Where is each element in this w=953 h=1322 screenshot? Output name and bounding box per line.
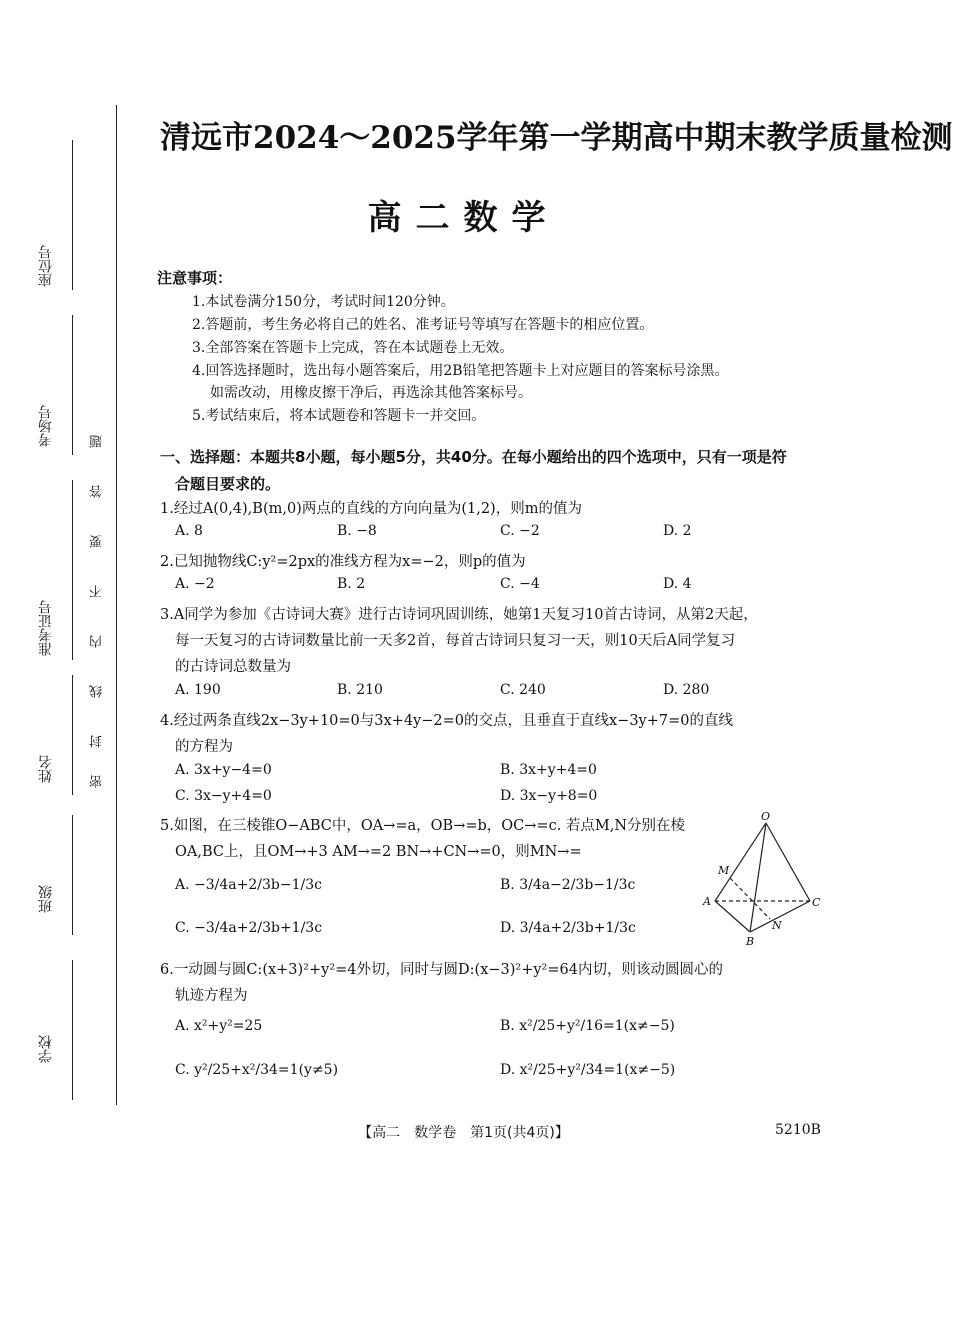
seal-line-text <box>88 435 112 795</box>
question-6-option-c: C. y²/25+x²/34=1(y≠5) <box>175 1062 339 1078</box>
admission-number-field <box>72 480 73 660</box>
question-1-option-b: B. −8 <box>337 523 377 539</box>
question-1-option-d: D. 2 <box>663 523 692 539</box>
edge-ab <box>715 901 750 932</box>
figure-label-b: B <box>746 935 755 948</box>
page-footer: 【高二 数学卷 第1页(共4页)】 <box>358 1125 569 1141</box>
exam-room-label: 考场号 <box>38 405 54 447</box>
question-5-option-d: D. 3/4a+2/3b+1/3c <box>500 920 636 936</box>
figure-label-m: M <box>718 864 730 877</box>
figure-label-o: O <box>761 810 771 823</box>
note-item: 如需改动，用橡皮擦干净后，再选涂其他答案标号。 <box>210 385 532 401</box>
question-4-option-c: C. 3x−y+4=0 <box>175 788 272 804</box>
question-2-option-c: C. −4 <box>500 576 540 592</box>
question-3-option-c: C. 240 <box>500 682 546 698</box>
note-item: 3.全部答案在答题卡上完成，答在本试题卷上无效。 <box>192 340 514 356</box>
question-4-line: 的方程为 <box>175 739 233 755</box>
section-heading-line: 合题目要求的。 <box>175 475 281 493</box>
question-3-line: 每一天复习的古诗词数量比前一天多2首，每首古诗词只复习一天，则10天后A同学复习 <box>175 633 736 649</box>
question-3-option-d: D. 280 <box>663 682 710 698</box>
exam-title: 清远市2024～2025学年第一学期高中期末教学质量检测 <box>160 120 953 156</box>
question-1-option-a: A. 8 <box>175 523 203 539</box>
question-3-option-b: B. 210 <box>337 682 383 698</box>
note-item: 2.答题前，考生务必将自己的姓名、准考证号等填写在答题卡的相应位置。 <box>192 317 654 333</box>
segment-mn <box>730 878 770 919</box>
question-4-option-a: A. 3x+y−4=0 <box>175 762 272 778</box>
question-4-line: 4.经过两条直线2x−3y+10=0与3x+4y−2=0的交点，且垂直于直线x−3y+7=0的直线 <box>160 713 733 729</box>
question-5-line: OA,BC上，且OM→+3 AM→=2 BN→+CN→=0，则MN→= <box>175 844 582 860</box>
question-5-line: 5.如图，在三棱锥O−ABC中，OA→=a，OB→=b，OC→=c. 若点M,N分别在棱 <box>160 818 686 834</box>
seal-char: 不 <box>90 585 105 598</box>
name-field <box>72 675 73 795</box>
class-label: 班级 <box>38 885 54 913</box>
figure-label-a: A <box>703 895 711 908</box>
subject-title: 高二数学 <box>367 198 560 238</box>
note-item: 4.回答选择题时，选出每小题答案后，用2B铅笔把答题卡上对应题目的答案标号涂黑。 <box>192 363 729 379</box>
note-item: 5.考试结束后，将本试题卷和答题卡一并交回。 <box>192 408 486 424</box>
question-2-option-b: B. 2 <box>337 576 366 592</box>
figure-label-c: C <box>812 896 821 909</box>
question-6-line: 6.一动圆与圆C:(x+3)²+y²=4外切，同时与圆D:(x−3)²+y²=64内切，则该动圆圆心的 <box>160 962 723 978</box>
question-3-option-a: A. 190 <box>175 682 221 698</box>
section-heading-line: 一、选择题：本题共8小题，每小题5分，共40分。在每小题给出的四个选项中，只有一项是符 <box>160 448 787 466</box>
seal-char: 要 <box>90 535 105 548</box>
seal-char: 答 <box>90 485 105 498</box>
question-2-option-a: A. −2 <box>175 576 215 592</box>
question-6-line: 轨迹方程为 <box>175 988 248 1004</box>
seal-char: 密 <box>90 775 105 788</box>
school-label: 学校 <box>38 1035 54 1063</box>
figure-label-n: N <box>772 919 782 932</box>
paper-code: 5210B <box>775 1122 821 1138</box>
admission-number-label: 准考证号 <box>38 600 54 656</box>
question-3-line: 的古诗词总数量为 <box>175 659 291 675</box>
question-1-option-c: C. −2 <box>500 523 540 539</box>
tetrahedron-figure <box>700 808 830 948</box>
question-5-option-a: A. −3/4a+2/3b−1/3c <box>175 877 322 893</box>
note-item: 1.本试卷满分150分，考试时间120分钟。 <box>192 294 455 310</box>
binding-line <box>116 105 117 1105</box>
notes-heading: 注意事项： <box>157 269 233 287</box>
seal-char: 题 <box>90 435 105 448</box>
question-2-stem: 2.已知抛物线C:y²=2px的准线方程为x=−2，则p的值为 <box>160 554 526 570</box>
question-6-option-a: A. x²+y²=25 <box>175 1018 263 1034</box>
exam-room-field <box>72 315 73 455</box>
school-field <box>72 960 73 1100</box>
question-3-line: 3.A同学为参加《古诗词大赛》进行古诗词巩固训练，她第1天复习10首古诗词，从第2天起， <box>160 607 758 623</box>
question-5-option-b: B. 3/4a−2/3b−1/3c <box>500 877 636 893</box>
seal-char: 封 <box>90 735 105 748</box>
question-2-option-d: D. 4 <box>663 576 692 592</box>
question-6-option-b: B. x²/25+y²/16=1(x≠−5) <box>500 1018 675 1034</box>
seal-char: 内 <box>90 635 105 648</box>
question-5-option-c: C. −3/4a+2/3b+1/3c <box>175 920 323 936</box>
edge-ob <box>750 823 766 932</box>
name-label: 姓名 <box>38 755 54 783</box>
class-field <box>72 815 73 935</box>
question-6-option-d: D. x²/25+y²/34=1(x≠−5) <box>500 1062 676 1078</box>
seal-char: 线 <box>90 685 105 698</box>
seat-number-label: 座位号 <box>38 245 54 287</box>
edge-oc <box>766 823 810 901</box>
question-1-stem: 1.经过A(0,4),B(m,0)两点的直线的方向向量为(1,2)，则m的值为 <box>160 501 582 517</box>
question-4-option-d: D. 3x−y+8=0 <box>500 788 598 804</box>
question-4-option-b: B. 3x+y+4=0 <box>500 762 597 778</box>
section-heading <box>160 444 825 498</box>
